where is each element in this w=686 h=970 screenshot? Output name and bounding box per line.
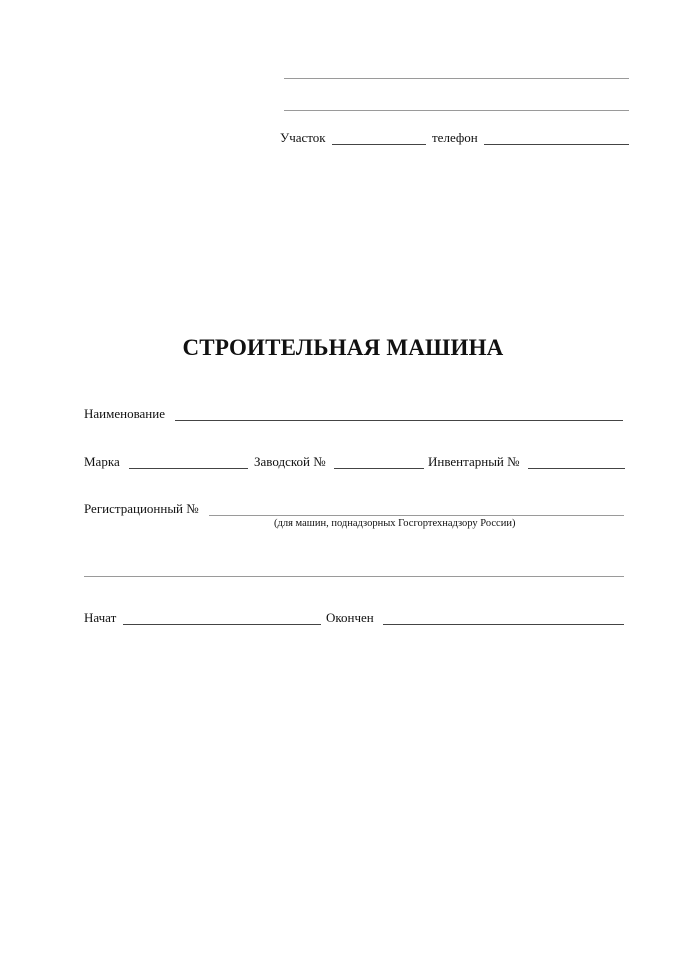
inventory-no-label: Инвентарный № — [428, 454, 520, 469]
started-label: Начат — [84, 610, 117, 625]
brand-field-line — [129, 468, 248, 469]
separator-line — [84, 576, 624, 577]
registration-no-field-line — [209, 515, 624, 516]
registration-no-label: Регистрационный № — [84, 501, 199, 516]
section-field-line — [332, 144, 426, 145]
phone-field-line — [484, 144, 629, 145]
registration-note: (для машин, поднадзорных Госгортехнадзору России) — [274, 518, 516, 529]
name-label: Наименование — [84, 406, 165, 421]
brand-label: Марка — [84, 454, 120, 469]
section-label: Участок — [280, 130, 326, 145]
page-title: СТРОИТЕЛЬНАЯ МАШИНА — [182, 335, 504, 360]
factory-no-label: Заводской № — [254, 454, 326, 469]
started-field-line — [123, 624, 321, 625]
factory-no-field-line — [334, 468, 424, 469]
phone-label: телефон — [432, 130, 478, 145]
header-line-1 — [284, 78, 629, 79]
name-field-line — [175, 420, 623, 421]
finished-label: Окончен — [326, 610, 374, 625]
header-line-2 — [284, 110, 629, 111]
finished-field-line — [383, 624, 624, 625]
inventory-no-field-line — [528, 468, 625, 469]
